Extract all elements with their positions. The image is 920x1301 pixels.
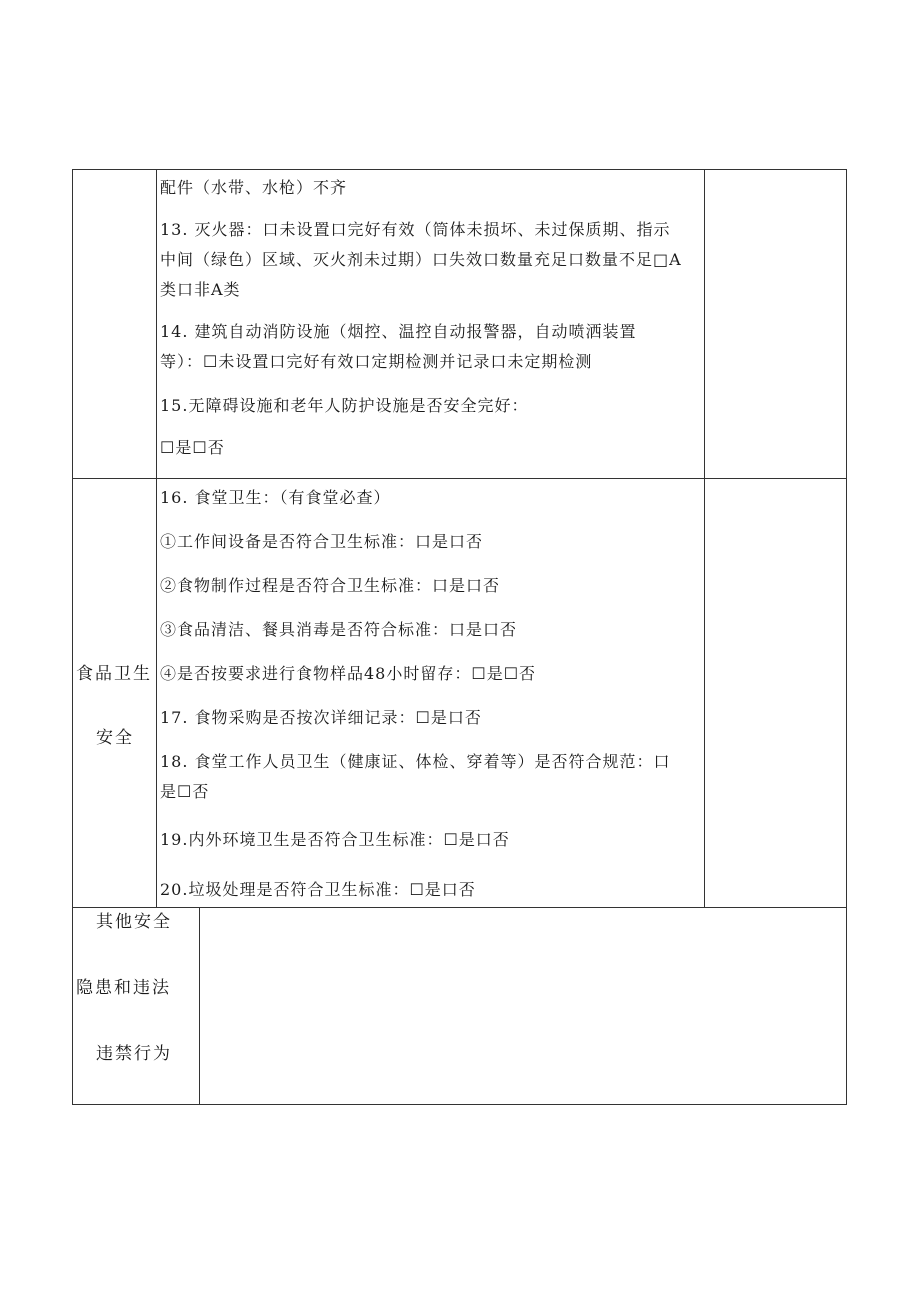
food-line-2: ①工作间设备是否符合卫生标准：口是口否 [160, 532, 484, 551]
food-line-5: ④是否按要求进行食物样品48小时留存：☐是☐否 [160, 664, 537, 683]
fire-line-5: 14. 建筑自动消防设施（烟控、温控自动报警器，自动喷洒装置 [160, 322, 637, 341]
fire-line-2: 13. 灭火器：口未设置口完好有效（筒体未损坏、未过保质期、指示 [160, 220, 671, 239]
food-line-1: 16. 食堂卫生：（有食堂必查） [160, 488, 391, 507]
fire-line-8: ☐是☐否 [160, 438, 225, 457]
column-divider-label-content [156, 169, 157, 908]
fire-line-6: 等）：☐未设置口完好有效口定期检测并记录口未定期检测 [160, 352, 593, 371]
table-left-border [72, 169, 73, 1105]
food-line-4: ③食品清洁、餐具消毒是否符合标准：口是口否 [160, 620, 518, 639]
food-section-label-line2: 安全 [96, 728, 134, 748]
food-line-6: 17. 食物采购是否按次详细记录：☐是口否 [160, 708, 482, 727]
food-line-7: 18. 食堂工作人员卫生（健康证、体检、穿着等）是否符合规范：口 [160, 752, 671, 771]
other-section-content [204, 912, 840, 1098]
fire-line-1: 配件（水带、水枪）不齐 [160, 178, 348, 197]
fire-line-3: 中间（绿色）区域、灭火剂未过期）口失效口数量充足口数量不足□A [160, 250, 682, 269]
table-right-border [846, 169, 847, 1105]
column-divider-other [199, 907, 200, 1105]
column-divider-content-remark [704, 169, 705, 908]
fire-line-4: 类口非A类 [160, 280, 241, 299]
table-bottom-border [72, 1104, 847, 1105]
fire-line-7: 15.无障碍设施和老年人防护设施是否安全完好： [160, 396, 529, 415]
table-top-border [72, 169, 847, 170]
other-section-label-line2: 隐患和违法 [76, 978, 171, 998]
food-line-9: 19.内外环境卫生是否符合卫生标准：☐是口否 [160, 830, 510, 849]
other-section-label-line1: 其他安全 [96, 912, 172, 932]
other-section-label-line3: 违禁行为 [96, 1044, 172, 1064]
food-line-8: 是☐否 [160, 782, 210, 801]
food-line-10: 20.垃圾处理是否符合卫生标准：☐是口否 [160, 880, 476, 899]
food-section-label-line1: 食品卫生 [76, 664, 152, 684]
row-divider-fire-food [72, 478, 847, 479]
food-line-3: ②食物制作过程是否符合卫生标准：口是口否 [160, 576, 501, 595]
row-divider-food-other [72, 907, 847, 908]
